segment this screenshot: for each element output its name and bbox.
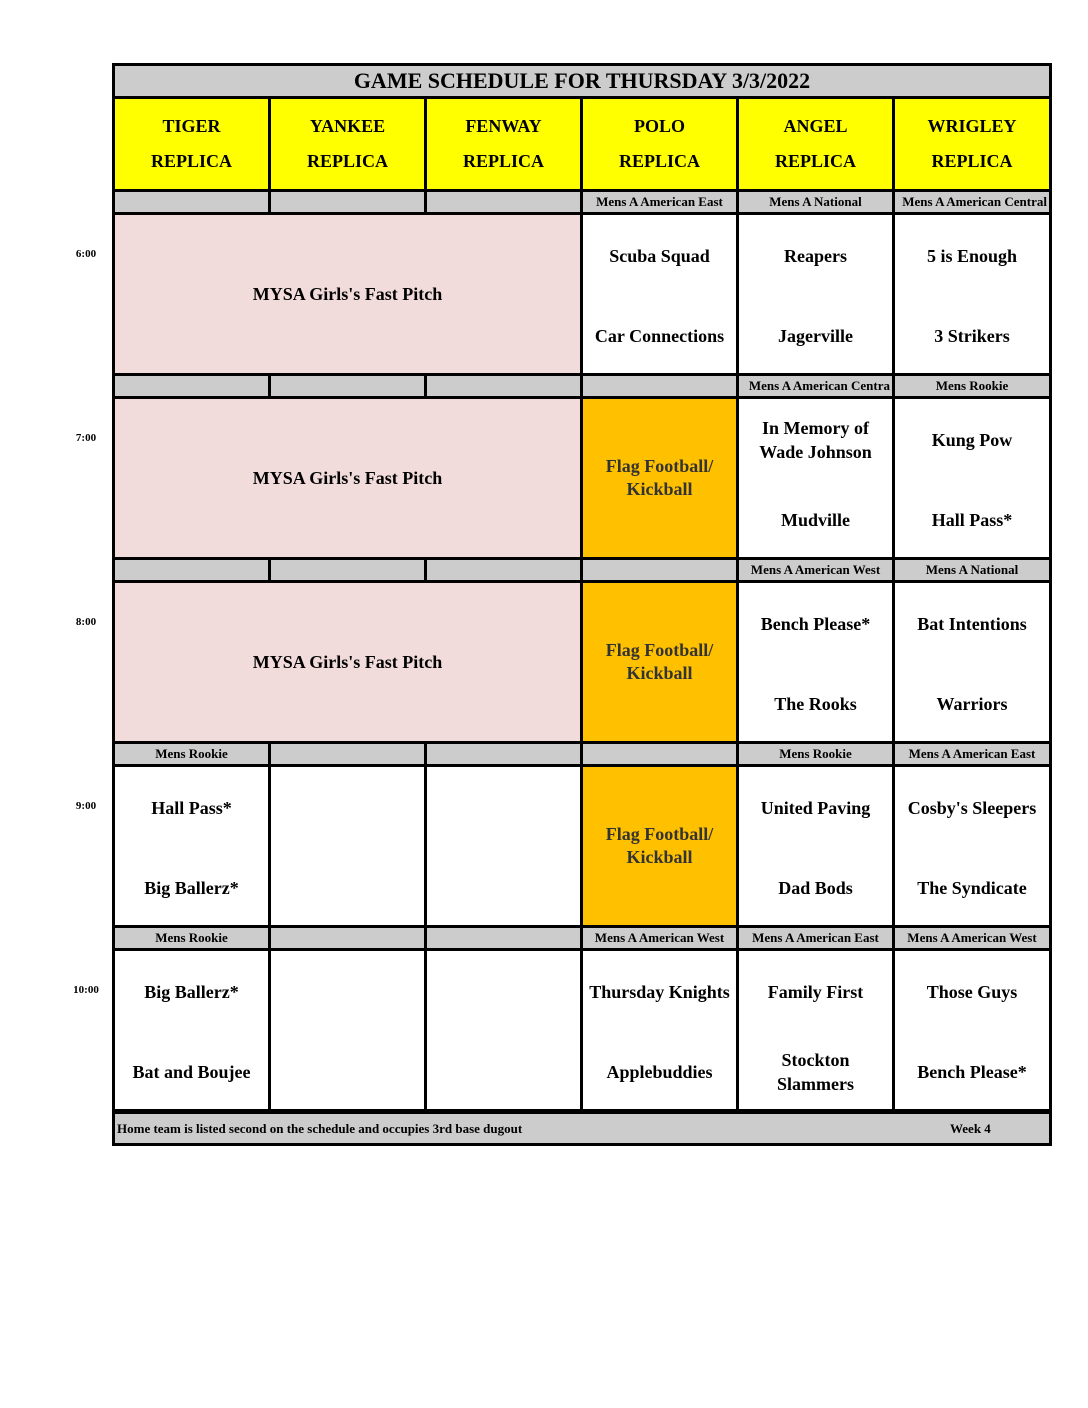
- away-team: 5 is Enough: [926, 246, 1018, 266]
- division-label: Mens A National: [739, 192, 892, 212]
- division-label-empty: [271, 928, 424, 948]
- division-label-empty: [427, 560, 580, 580]
- home-team: Hall Pass*: [931, 510, 1013, 530]
- page-title: GAME SCHEDULE FOR THURSDAY 3/3/2022: [115, 66, 1049, 96]
- division-label: Mens A American West: [583, 928, 736, 948]
- empty-slot: [271, 767, 424, 925]
- field-header-yankee: [271, 99, 424, 189]
- team-line: Slammers: [777, 1074, 854, 1094]
- team-line: Stockton: [781, 1050, 850, 1070]
- division-label-empty: [427, 928, 580, 948]
- time-label: 10:00: [73, 984, 99, 996]
- home-team: The Rooks: [774, 694, 857, 714]
- away-team: United Paving: [760, 798, 871, 818]
- home-team: Bat and Boujee: [132, 1062, 251, 1082]
- division-label-empty: [115, 192, 268, 212]
- field-name: YANKEE: [309, 116, 386, 136]
- division-label: Mens A American Central: [895, 192, 1049, 212]
- home-team: Dad Bods: [778, 878, 853, 898]
- game-cell: [739, 583, 892, 741]
- away-team: [739, 416, 892, 464]
- division-label-empty: [427, 192, 580, 212]
- home-team: Mudville: [780, 510, 850, 530]
- field-header-fenway: [427, 99, 580, 189]
- event-label: MYSA Girls's Fast Pitch: [252, 467, 443, 488]
- away-team: Bench Please*: [760, 614, 871, 634]
- away-team: Kung Pow: [931, 430, 1013, 450]
- division-label-empty: [271, 744, 424, 764]
- home-team: Bench Please*: [917, 1062, 1027, 1082]
- event-label-line: Kickball: [626, 663, 693, 683]
- event-label-line: Kickball: [626, 479, 693, 499]
- field-name: ANGEL: [783, 116, 848, 136]
- mysa-fast-pitch-block: [115, 583, 580, 741]
- field-header-polo: [583, 99, 736, 189]
- empty-slot: [271, 951, 424, 1109]
- game-cell: [583, 951, 736, 1109]
- game-cell: [739, 215, 892, 373]
- field-name: TIGER: [162, 116, 221, 136]
- game-cell: [895, 399, 1049, 557]
- game-cell: [895, 583, 1049, 741]
- away-team: Hall Pass*: [151, 798, 232, 818]
- field-sub: REPLICA: [150, 151, 232, 171]
- field-name: POLO: [633, 116, 685, 136]
- flag-football-kickball-block: [583, 583, 736, 741]
- home-team-note: Home team is listed second on the schedule and occupies 3rd base dugout: [117, 1121, 523, 1136]
- empty-slot: [427, 767, 580, 925]
- division-label: Mens A American East: [583, 192, 736, 212]
- away-team: Scuba Squad: [609, 246, 710, 266]
- event-label-line: Kickball: [626, 847, 693, 867]
- field-name: FENWAY: [465, 116, 542, 136]
- away-team: Cosby's Sleepers: [907, 798, 1037, 818]
- home-team: Big Ballerz*: [144, 878, 239, 898]
- away-team: Big Ballerz*: [144, 982, 239, 1002]
- home-team: Jagerville: [778, 326, 853, 346]
- event-label-line: Flag Football/: [605, 456, 714, 476]
- field-header-tiger: [115, 99, 268, 189]
- game-cell: [583, 215, 736, 373]
- home-team: Warriors: [936, 694, 1008, 714]
- time-label: 8:00: [75, 616, 97, 628]
- flag-football-kickball-block: [583, 767, 736, 925]
- game-cell: [895, 767, 1049, 925]
- division-label-empty: [427, 744, 580, 764]
- division-label-empty: [271, 376, 424, 396]
- division-label: Mens A American West: [895, 928, 1049, 948]
- field-sub: REPLICA: [462, 151, 544, 171]
- home-team: Car Connections: [594, 326, 725, 346]
- division-label: Mens A American East: [739, 928, 892, 948]
- division-label-empty: [115, 560, 268, 580]
- division-label: Mens A American East: [895, 744, 1049, 764]
- field-sub: REPLICA: [306, 151, 388, 171]
- game-cell: [895, 951, 1049, 1109]
- division-label: Mens Rookie: [895, 376, 1049, 396]
- division-label-empty: [583, 560, 736, 580]
- home-team: [739, 1048, 892, 1096]
- division-label-empty: [427, 376, 580, 396]
- away-team: Family First: [767, 982, 864, 1002]
- away-team: Reapers: [784, 246, 847, 266]
- time-label: 9:00: [75, 800, 97, 812]
- away-team: Bat Intentions: [917, 614, 1027, 634]
- flag-football-kickball-block: [583, 399, 736, 557]
- division-label-empty: [583, 376, 736, 396]
- field-sub: REPLICA: [618, 151, 700, 171]
- field-header-angel: [739, 99, 892, 189]
- game-cell: [895, 215, 1049, 373]
- field-name: WRIGLEY: [927, 116, 1017, 136]
- week-label: Week 4: [950, 1121, 991, 1136]
- time-label: 7:00: [75, 432, 97, 444]
- division-label: Mens A National: [895, 560, 1049, 580]
- field-sub: REPLICA: [774, 151, 856, 171]
- division-label: Mens Rookie: [115, 744, 268, 764]
- team-line: Wade Johnson: [759, 442, 872, 462]
- event-label-line: Flag Football/: [605, 824, 714, 844]
- time-label: 6:00: [75, 248, 97, 260]
- event-label: MYSA Girls's Fast Pitch: [252, 283, 443, 304]
- field-sub: REPLICA: [931, 151, 1013, 171]
- game-cell: [115, 767, 268, 925]
- schedule-footer: [115, 1114, 1049, 1143]
- team-line: In Memory of: [762, 418, 869, 438]
- event-label: MYSA Girls's Fast Pitch: [252, 651, 443, 672]
- empty-slot: [427, 951, 580, 1109]
- division-label: Mens A American Centra: [739, 376, 892, 396]
- game-cell: [115, 951, 268, 1109]
- home-team: The Syndicate: [917, 878, 1027, 898]
- game-cell: [739, 399, 892, 557]
- division-label: Mens Rookie: [115, 928, 268, 948]
- division-label: Mens A American West: [739, 560, 892, 580]
- game-cell: [739, 951, 892, 1109]
- mysa-fast-pitch-block: [115, 215, 580, 373]
- home-team: 3 Strikers: [934, 326, 1010, 346]
- event-label-line: Flag Football/: [605, 640, 714, 660]
- division-label-empty: [115, 376, 268, 396]
- game-cell: [739, 767, 892, 925]
- mysa-fast-pitch-block: [115, 399, 580, 557]
- away-team: Thursday Knights: [589, 982, 730, 1002]
- division-label: Mens Rookie: [739, 744, 892, 764]
- home-team: Applebuddies: [606, 1062, 713, 1082]
- away-team: Those Guys: [926, 982, 1018, 1002]
- field-header-wrigley: [895, 99, 1049, 189]
- division-label-empty: [583, 744, 736, 764]
- division-label-empty: [271, 560, 424, 580]
- division-label-empty: [271, 192, 424, 212]
